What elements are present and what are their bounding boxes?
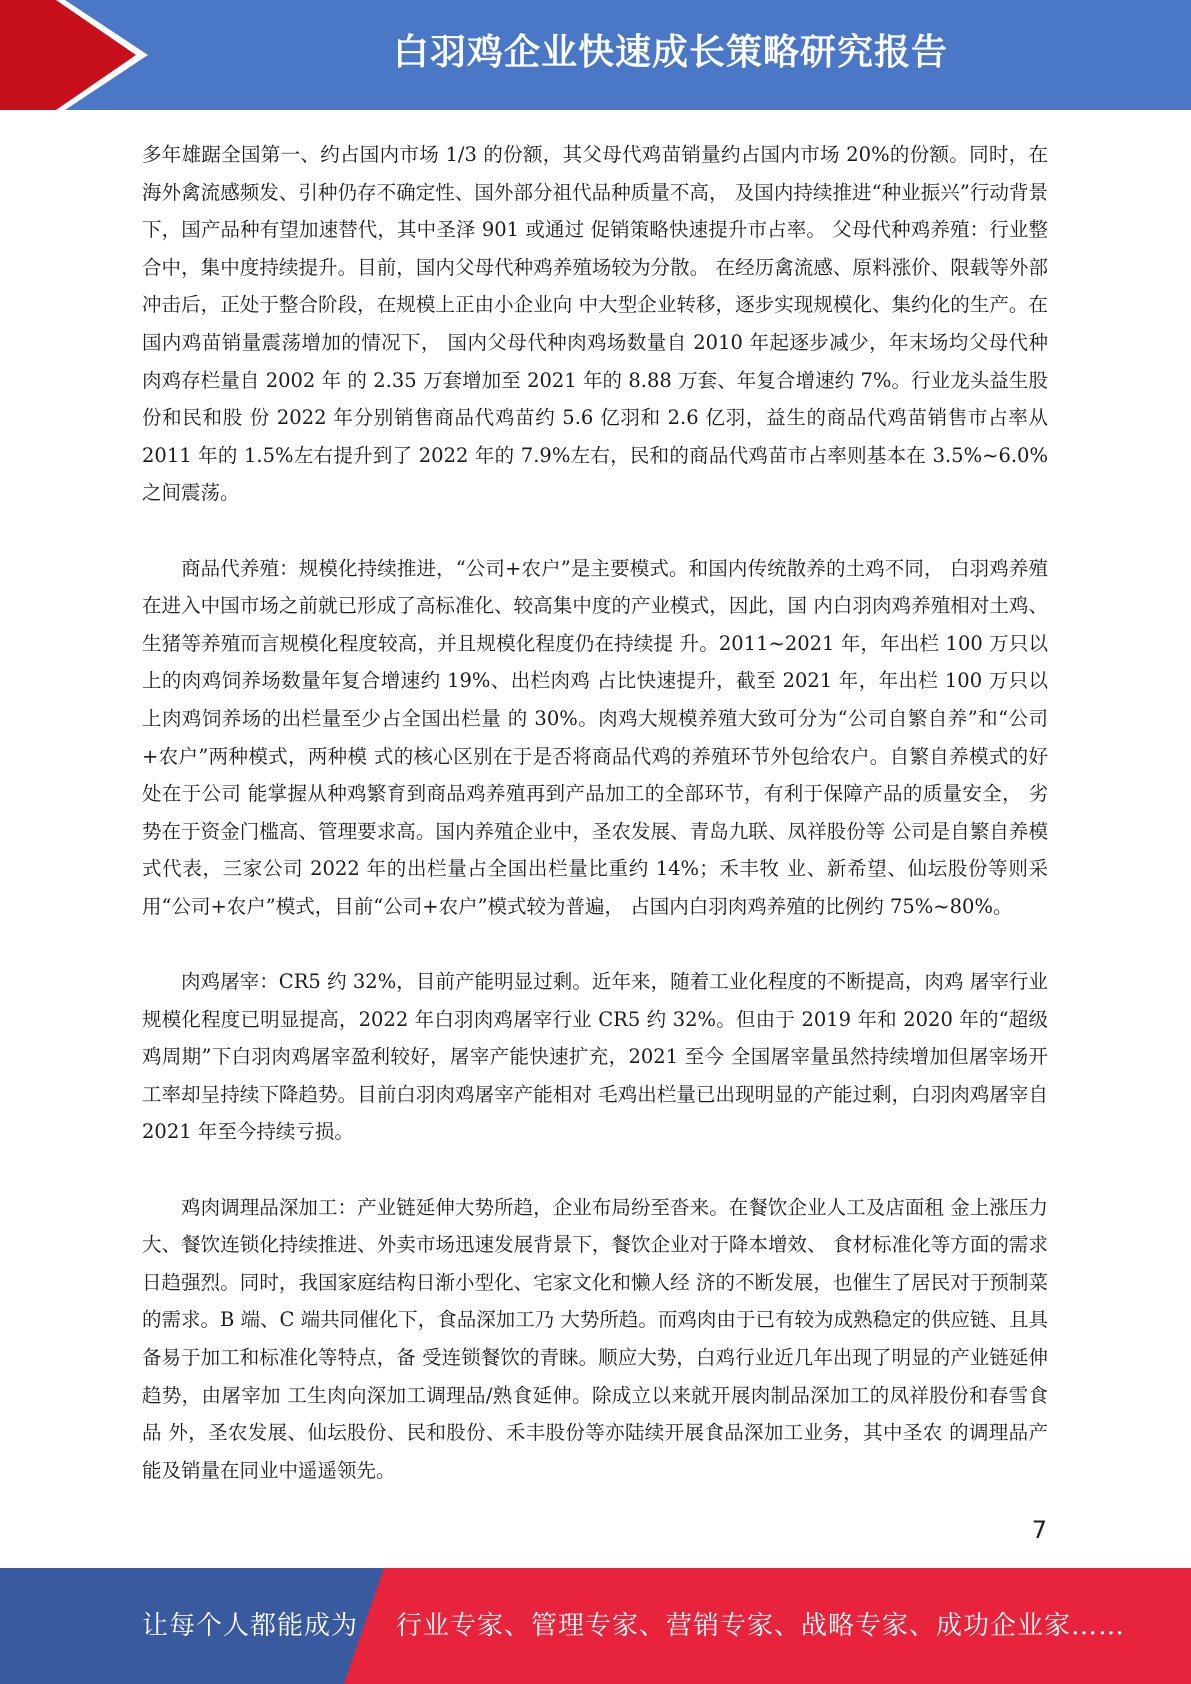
page-number: 7 [1031,1516,1047,1544]
footer-slogan-right: 行业专家、管理专家、营销专家、战略专家、成功企业家…… [396,1611,1126,1641]
red-chevron-decoration [0,0,160,110]
paragraph: 多年雄踞全国第一、约占国内市场 1/3 的份额，其父母代鸡苗销量约占国内市场 20%的份额。同时，在海外禽流感频发、引种仍存不确定性、国外部分祖代品种质量不高， 及国内持续推进“种业振兴”行动背景下，国产品种有望加速替代，其中圣泽 901 或通过 促销策略快速提升市占率。 父母代种鸡养殖：行业整合中，集中度持续提升。目前，国内父母代种鸡养殖场较为分散。 在经历禽流感、原料涨价、限载等外部冲击后，正处于整合阶段，在规模上正由小企业向 中大型企业转移，逐步实现规模化、集约化的生产。在国内鸡苗销量震荡增加的情况下， 国内父母代种肉鸡场数量自 2010 年起逐步减少，年末场均父母代种肉鸡存栏量自 2002 年 的 2.35 万套增加至 2021 年的 8.88 万套、年复合增速约 7%。行业龙头益生股份和民和股 份 2022 年分别销售商品代鸡苗约 5.6 亿羽和 2.6 亿羽，益生的商品代鸡苗销售市占率从 2011 年的 1.5%左右提升到了 2022 年的 7.9%左右，民和的商品代鸡苗市占率则基本在 3.5%~6.0%之间震荡。 [142,143,1048,505]
report-title: 白羽鸡企业快速成长策略研究报告 [392,32,948,73]
footer-slogan-left: 让每个人都能成为 [142,1611,359,1641]
document-body [142,136,1048,1489]
paragraph: 肉鸡屠宰：CR5 约 32%，目前产能明显过剩。近年来，随着工业化程度的不断提高，肉鸡 屠宰行业规模化程度已明显提高，2022 年白羽肉鸡屠宰行业 CR5 约 32%。但由于 2019 年和 2020 年的“超级鸡周期”下白羽肉鸡屠宰盈利较好，屠宰产能快速扩充，2021 至今 全国屠宰量虽然持续增加但屠宰场开工率却呈持续下降趋势。目前白羽肉鸡屠宰产能相对 毛鸡出栏量已出现明显的产能过剩，白羽肉鸡屠宰自 2021 年至今持续亏损。 [142,970,1048,1144]
paragraph: 商品代养殖：规模化持续推进，“公司+农户”是主要模式。和国内传统散养的土鸡不同， 白羽鸡养殖在进入中国市场之前就已形成了高标准化、较高集中度的产业模式，因此，国 内白羽肉鸡养殖相对土鸡、生猪等养殖而言规模化程度较高，并且规模化程度仍在持续提 升。2011~2021 年，年出栏 100 万只以上的肉鸡饲养场数量年复合增速约 19%、出栏肉鸡 占比快速提升，截至 2021 年，年出栏 100 万只以上肉鸡饲养场的出栏量至少占全国出栏量 的 30%。肉鸡大规模养殖大致可分为“公司自繁自养”和“公司+农户”两种模式，两种模 式的核心区别在于是否将商品代鸡的养殖环节外包给农户。自繁自养模式的好处在于公司 能掌握从种鸡繁育到商品鸡养殖再到产品加工的全部环节，有利于保障产品的质量安全， 劣势在于资金门槛高、管理要求高。国内养殖企业中，圣农发展、青岛九联、凤祥股份等 公司是自繁自养模式代表，三家公司 2022 年的出栏量占全国出栏量比重约 14%；禾丰牧 业、新希望、仙坛股份等则采用“公司+农户”模式，目前“公司+农户”模式较为普遍， 占国内白羽肉鸡养殖的比例约 75%~80%。 [142,556,1048,918]
paragraph: 鸡肉调理品深加工：产业链延伸大势所趋，企业布局纷至沓来。在餐饮企业人工及店面租 金上涨压力大、餐饮连锁化持续推进、外卖市场迅速发展背景下，餐饮企业对于降本增效、 食材标准化等方面的需求日趋强烈。同时，我国家庭结构日渐小型化、宅家文化和懒人经 济的不断发展，也催生了居民对于预制菜的需求。B 端、C 端共同催化下，食品深加工乃 大势所趋。而鸡肉由于已有较为成熟稳定的供应链、且具备易于加工和标准化等特点，备 受连锁餐饮的青睐。顺应大势，白鸡行业近几年出现了明显的产业链延伸趋势，由屠宰加 工生肉向深加工调理品/熟食延伸。除成立以来就开展肉制品深加工的凤祥股份和春雪食品 外，圣农发展、仙坛股份、民和股份、禾丰股份等亦陆续开展食品深加工业务，其中圣农 的调理品产能及销量在同业中遥遥领先。 [142,1195,1048,1482]
page-footer-banner [0,1568,1191,1684]
page-header-banner [0,0,1191,110]
